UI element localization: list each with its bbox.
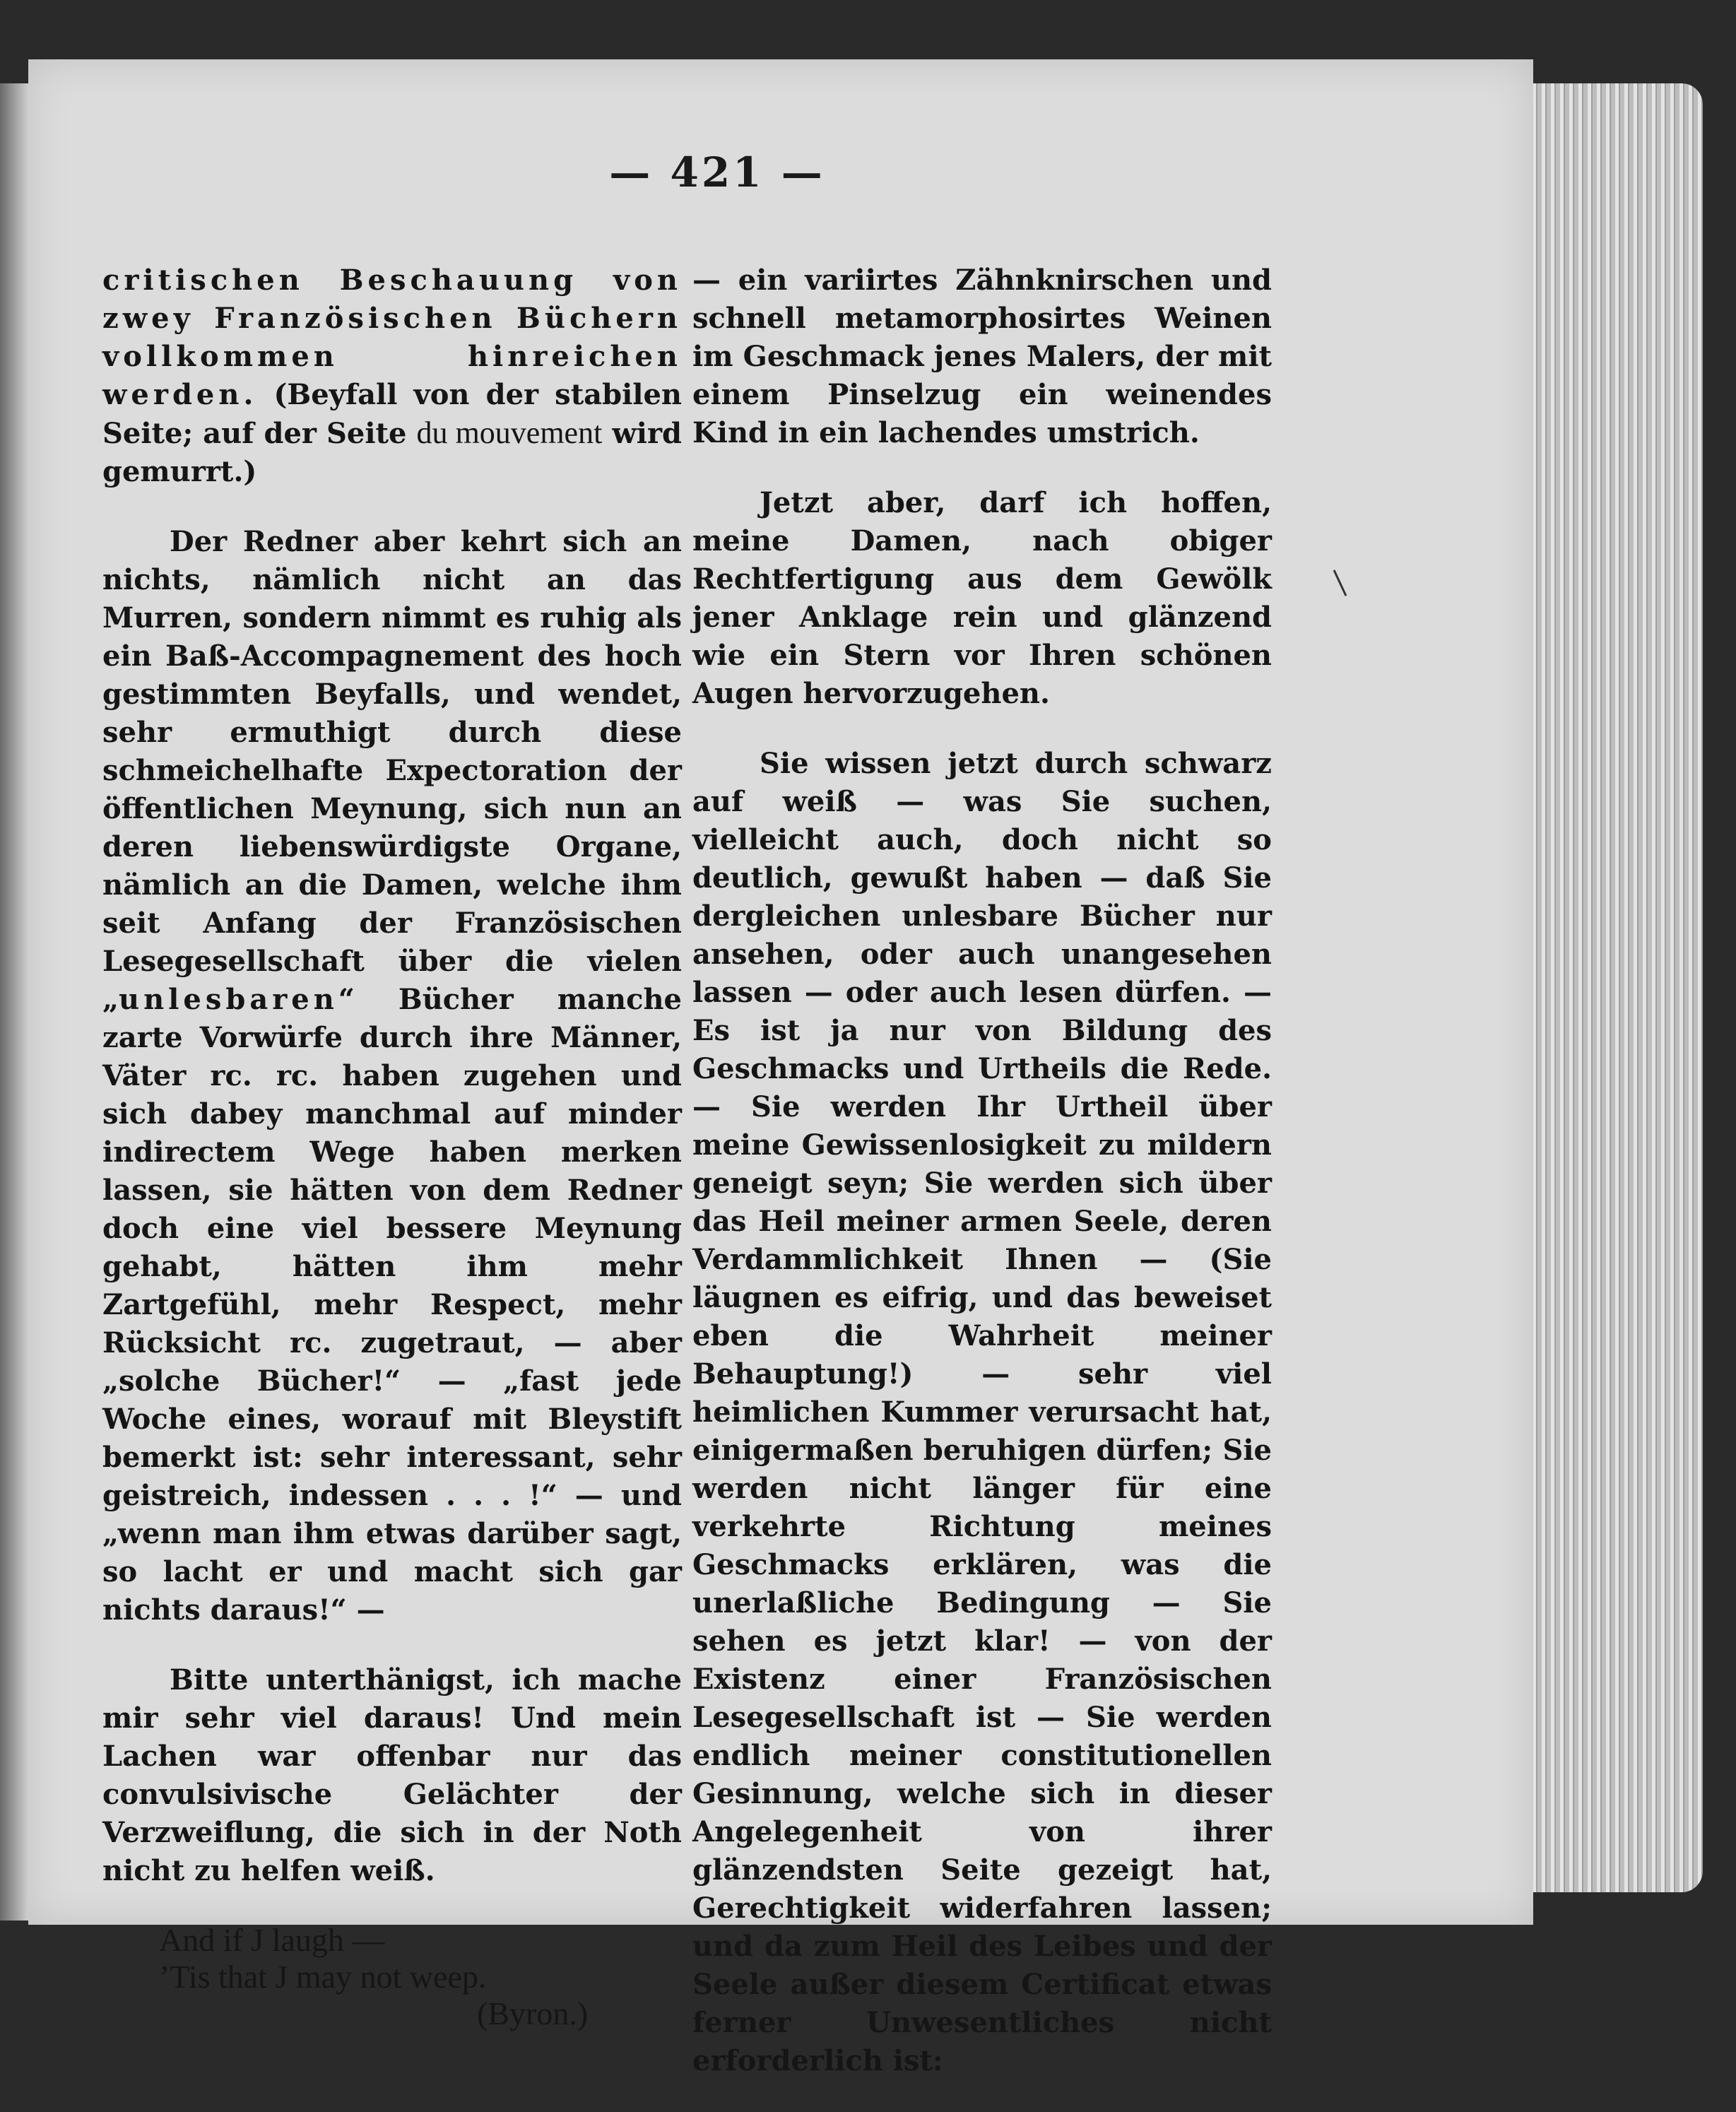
roman-text: du mouvement: [416, 415, 603, 450]
left-paragraph-3: Bitte unterthänigst, ich mache mir sehr viel daraus! Und mein Lachen war offenbar nur das convulsivische Gelächter der Verzweiflung, die sich in der Noth nicht zu helfen weiß.: [102, 1663, 682, 1887]
byron-quote: [159, 1922, 682, 2032]
right-paragraph-3: Sie wissen jetzt durch schwarz auf weiß — was Sie suchen, vielleicht auch, doch nicht so deutlich, gewußt haben — daß Sie dergleichen unlesbare Bücher nur ansehen, oder auch unangesehen lassen — oder auch lesen dürfen. — Es ist ja nur von Bildung des Geschmacks und Urtheils die Rede. — Sie werden Ihr Urtheil über meine Gewissenlosigkeit zu mildern geneigt seyn; Sie werden sich über das Heil meiner armen Seele, deren Verdammlichkeit Ihnen — (Sie läugnen es eifrig, und das beweiset eben die Wahrheit meiner Behauptung!) — sehr viel heimlichen Kummer verursacht hat, einigermaßen beruhigen dürfen; Sie werden nicht länger für eine verkehrte Richtung meines Geschmacks erklären, was die unerlaßliche Bedingung — Sie sehen es jetzt klar! — von der Existenz einer Französischen Lesegesellschaft ist — Sie werden endlich meiner constitutionellen Gesinnung, welche sich in dieser Angelegenheit von ihrer glänzendsten Seite gezeigt hat, Gerechtigkeit widerfahren lassen; und da zum Heil des Leibes und der Seele außer diesem Certificat etwas ferner Unwesentliches nicht erforderlich ist:: [692, 747, 1272, 2077]
right-column: [692, 261, 1272, 2112]
book-page-edges: [1519, 83, 1703, 1892]
right-paragraph-1: — ein variirtes Zähnknirschen und schnell metamorphosirtes Weinen im Geschmack jenes Malers, der mit einem Pinselzug ein weinendes Kind in ein lachendes umstrich.: [692, 264, 1272, 449]
text-run: wird gemurrt.): [102, 417, 682, 488]
text-run: Der Redner aber kehrt sich an nichts, nämlich nicht an das Murren, sondern nimmt es ruhig als ein Baß-Accompagnement des hoch gestimmten Beyfalls, und wendet, sehr ermuthigt durch diese schmeichelhafte Expectoration der öffentlichen Meynung, sich nun an deren liebenswürdigste Organe, nämlich an die Damen, welche ihm seit Anfang der Französischen Lesegesellschaft über die vielen „: [102, 525, 682, 1016]
spaced-emphasis: unlesbaren: [119, 983, 338, 1016]
quote-attribution: (Byron.): [477, 1995, 589, 2031]
right-paragraph-2: Jetzt aber, darf ich hoffen, meine Damen, nach obiger Rechtfertigung aus dem Gewölk jener Anklage rein und glänzend wie ein Stern vor Ihren schönen Augen hervorzugehen.: [692, 486, 1272, 710]
quote-line-2: ’Tis that J may not weep.: [159, 1959, 487, 1995]
facing-page-edge: [0, 83, 28, 1921]
text-run: (Beyfall von der stabilen Seite; auf der Seite: [102, 378, 682, 450]
left-column: [102, 261, 682, 2032]
quote-line-1: And if J laugh —: [159, 1922, 385, 1958]
spaced-emphasis: critischen Beschauung von zwey Französischen Büchern vollkommen hinreichen werden.: [102, 264, 682, 411]
left-paragraph-1: [102, 261, 682, 491]
page-number: — 421 —: [609, 148, 825, 196]
left-paragraph-2: [102, 523, 682, 1629]
text-run: “ Bücher manche zarte Vorwürfe durch ihre Männer, Väter rc. rc. haben zugehen und sich dabey manchmal auf minder indirectem Wege haben merken lassen, sie hätten von dem Redner doch eine viel bessere Meynung gehabt, hätten ihm mehr Zartgefühl, mehr Respect, mehr Rücksicht rc. zugetraut, — aber „solche Bücher!“ — „fast jede Woche eines, worauf mit Bleystift bemerkt ist: sehr interessant, sehr geistreich, indessen . . . !“ — und „wenn man ihm etwas darüber sagt, so lacht er und macht sich gar nichts daraus!“ —: [102, 983, 682, 1627]
